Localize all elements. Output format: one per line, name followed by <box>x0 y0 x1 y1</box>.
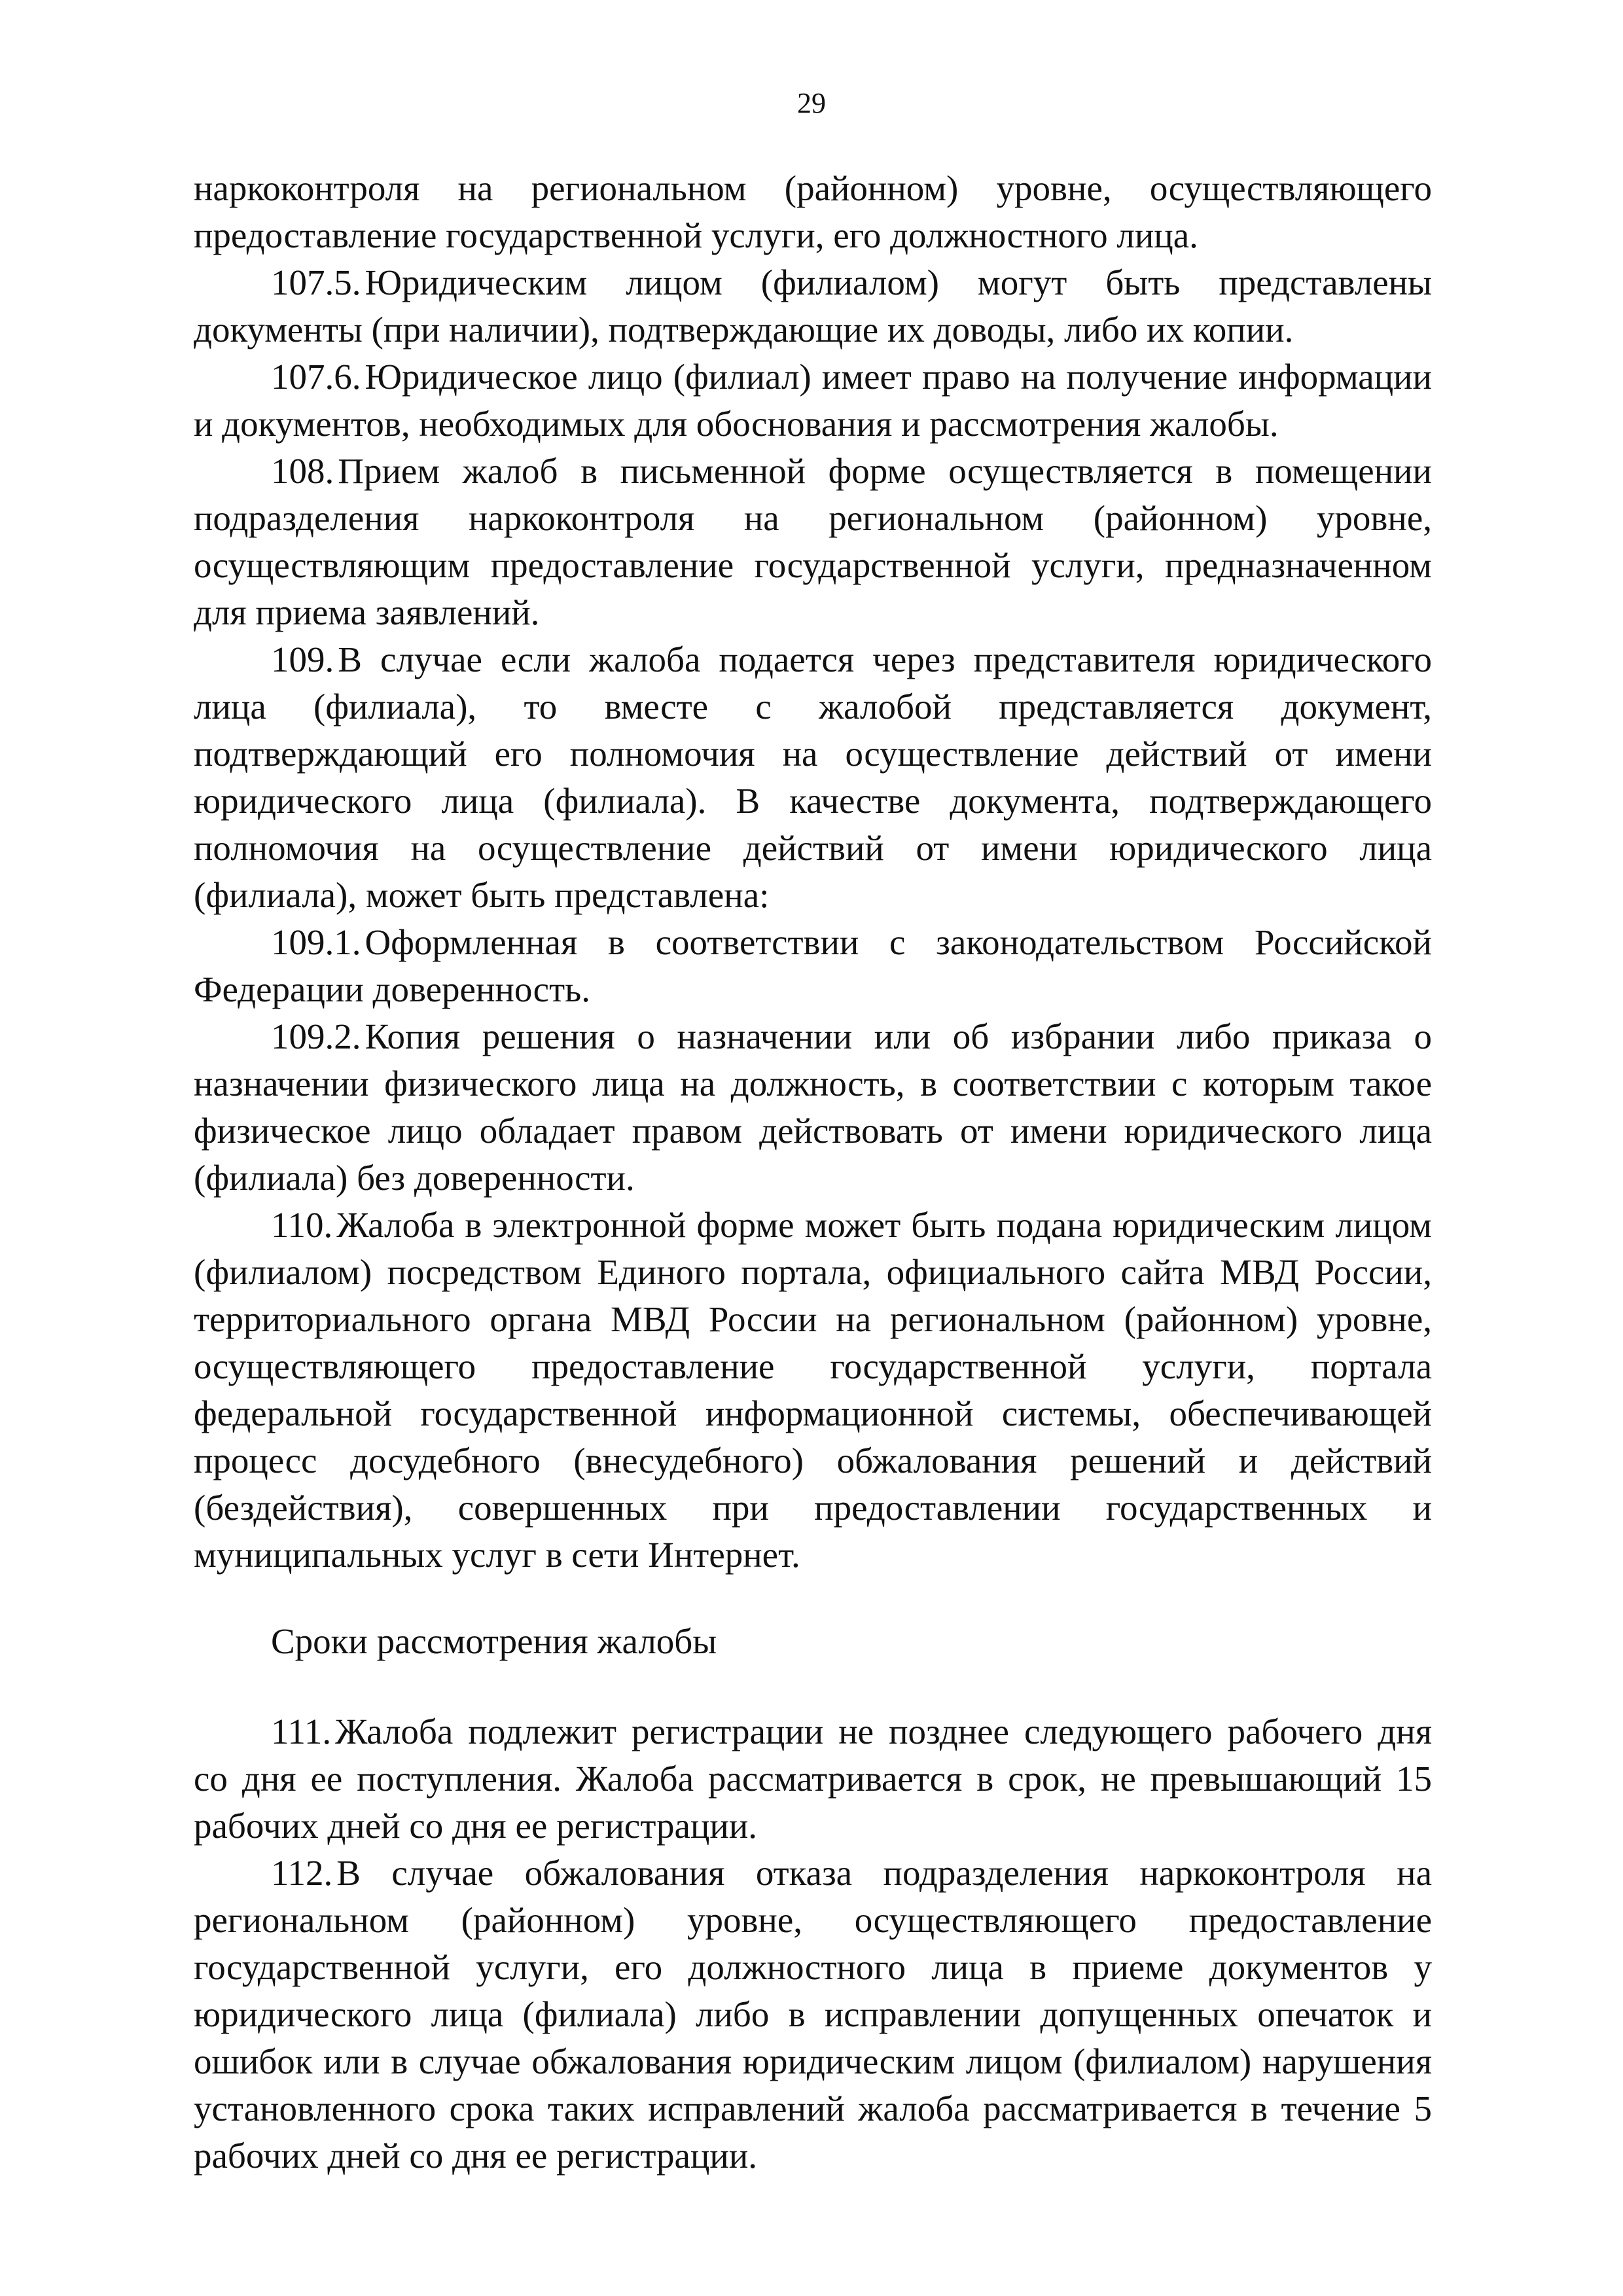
paragraph-text: Юридическое лицо (филиал) имеет право на получение информации и документов, необходимых для обоснования и рассмотрения жалобы. <box>194 357 1432 444</box>
paragraph-number: 112. <box>271 1853 333 1893</box>
paragraph-text: Жалоба подлежит регистрации не позднее следующего рабочего дня со дня ее поступления. Жалоба рассматривается в срок, не превышающий 15 рабочих дней со дня ее регистрации. <box>194 1712 1432 1846</box>
paragraph-number: 109.1. <box>271 922 361 962</box>
paragraph-107-6 <box>194 353 1432 448</box>
paragraph-108 <box>194 448 1432 636</box>
paragraph-text: Жалоба в электронной форме может быть подана юридическим лицом (филиалом) посредством Единого портала, официального сайта МВД России, территориального органа МВД России на региональном (районном) уровне, осуществляющего предоставление государственной услуги, портала федеральной государственной информационной системы, обеспечивающей процесс досудебного (внесудебного) обжалования решений и действий (бездействия), совершенных при предоставлении государственных и муниципальных услуг в сети Интернет. <box>194 1205 1432 1575</box>
paragraph-107-5 <box>194 259 1432 353</box>
paragraph-text: В случае обжалования отказа подразделения наркоконтроля на региональном (районном) уровне, осуществляющего предоставление государственной услуги, его должностного лица в приеме документов у юридического лица (филиала) либо в исправлении допущенных опечаток и ошибок или в случае обжалования юридическим лицом (филиалом) нарушения установленного срока таких исправлений жалоба рассматривается в течение 5 рабочих дней со дня ее регистрации. <box>194 1853 1432 2176</box>
paragraph-number: 110. <box>271 1205 333 1245</box>
document-body <box>194 165 1432 2179</box>
paragraph-number: 108. <box>271 451 334 491</box>
paragraph-109-1 <box>194 919 1432 1013</box>
paragraph-text: наркоконтроля на региональном (районном) уровне, осуществляющего предоставление государственной услуги, его должностного лица. <box>194 168 1432 255</box>
section-heading: Сроки рассмотрения жалобы <box>271 1621 717 1661</box>
paragraph-text: Прием жалоб в письменной форме осуществляется в помещении подразделения наркоконтроля на региональном (районном) уровне, осуществляющим предоставление государственной услуги, предназначенном для приема заявлений. <box>194 451 1432 632</box>
paragraph-109 <box>194 636 1432 919</box>
paragraph-number: 107.6. <box>271 357 361 397</box>
paragraph-text: В случае если жалоба подается через представителя юридического лица (филиала), то вместе с жалобой представляется документ, подтверждающий его полномочия на осуществление действий от имени юридического лица (филиала). В качестве документа, подтверждающего полномочия на осуществление действий от имени юридического лица (филиала), может быть представлена: <box>194 639 1432 915</box>
paragraph-text: Юридическим лицом (филиалом) могут быть представлены документы (при наличии), подтверждающие их доводы, либо их копии. <box>194 262 1432 350</box>
paragraph-text: Оформленная в соответствии с законодательством Российской Федерации доверенность. <box>194 922 1432 1009</box>
paragraph-number: 107.5. <box>271 262 361 302</box>
paragraph-number: 109. <box>271 639 334 679</box>
paragraph-110 <box>194 1202 1432 1579</box>
paragraph-continuation <box>194 165 1432 259</box>
page-number: 29 <box>797 87 826 119</box>
paragraph-109-2 <box>194 1013 1432 1202</box>
paragraph-number: 109.2. <box>271 1016 361 1056</box>
paragraph-112 <box>194 1850 1432 2179</box>
paragraph-number: 111. <box>271 1712 332 1751</box>
paragraph-text: Копия решения о назначении или об избрании либо приказа о назначении физического лица на должность, в соответствии с которым такое физическое лицо обладает правом действовать от имени юридического лица (филиала) без доверенности. <box>194 1016 1432 1198</box>
paragraph-111 <box>194 1708 1432 1850</box>
